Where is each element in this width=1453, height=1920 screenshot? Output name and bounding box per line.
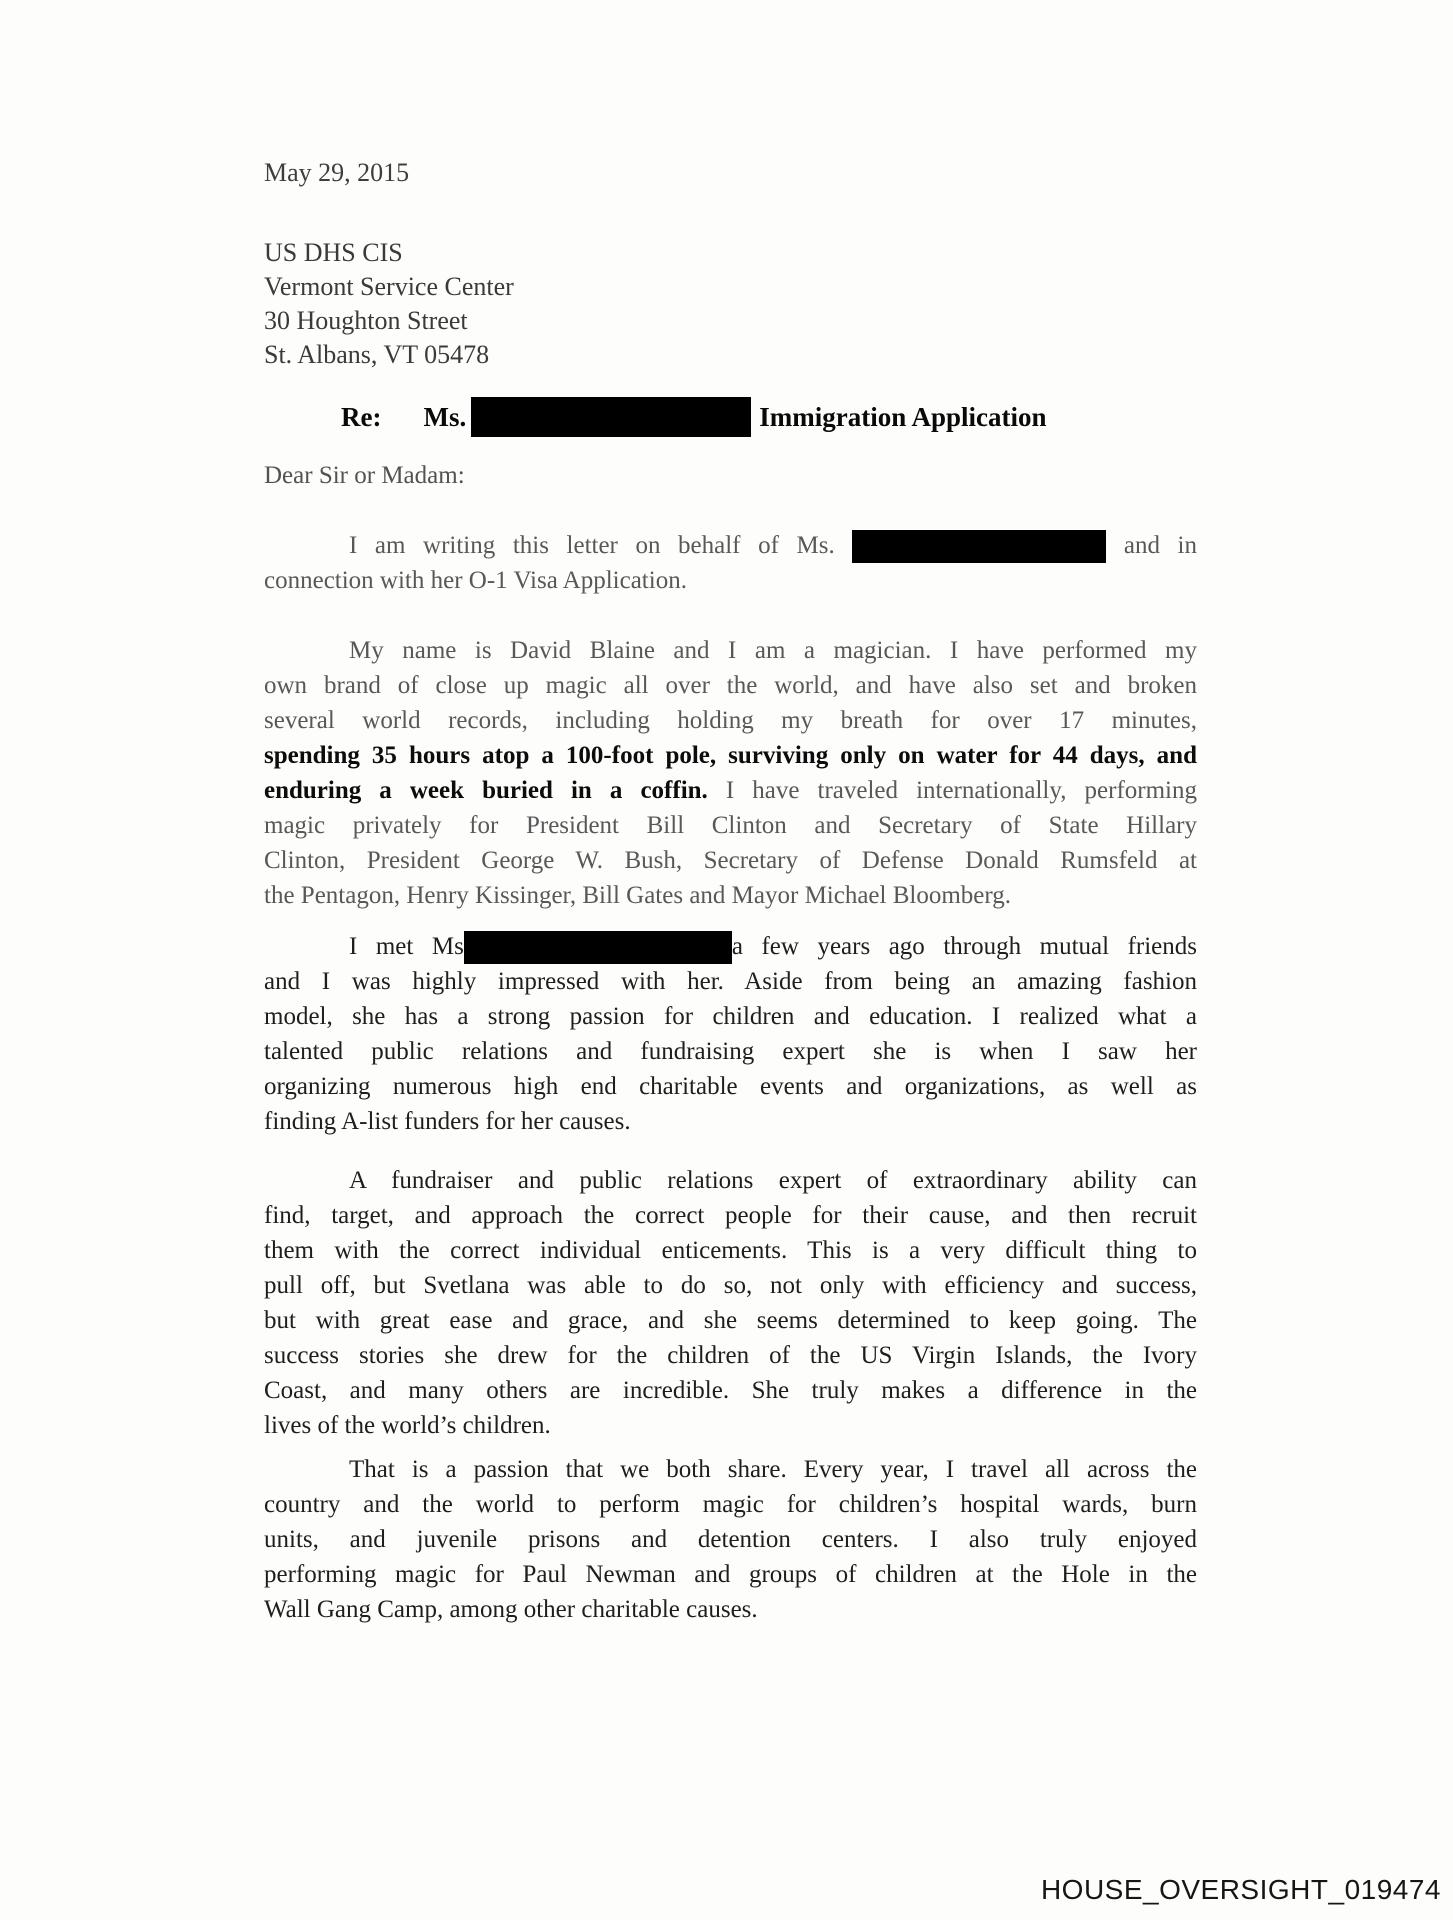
text-segment: finding A-list funders for her causes.: [264, 1108, 631, 1135]
recipient-line: US DHS CIS: [264, 238, 403, 267]
paragraph-line: [264, 1338, 1197, 1373]
paragraph-line: [264, 1487, 1197, 1522]
letter-date: May 29, 2015: [264, 158, 410, 187]
paragraph-line: [264, 1408, 1197, 1443]
text-segment: success stories she drew for the children of the US Virgin Islands, the Ivory: [264, 1342, 1197, 1369]
redaction-box: [852, 530, 1106, 563]
paragraph-line: [264, 808, 1197, 843]
letter-paragraph: [264, 528, 1197, 598]
bates-number: HOUSE_OVERSIGHT_019474: [1040, 1874, 1441, 1905]
text-segment: My name is David Blaine and I am a magician. I have performed my: [349, 637, 1197, 664]
text-segment: them with the correct individual enticements. This is a very difficult thing to: [264, 1237, 1197, 1264]
text-segment: the Pentagon, Henry Kissinger, Bill Gates and Mayor Michael Bloomberg.: [264, 882, 1012, 909]
paragraph-line: [264, 1452, 1197, 1487]
subject-re-label: Re:: [341, 401, 382, 432]
letter-paragraph: [264, 1452, 1197, 1627]
text-segment: I met Ms: [349, 933, 464, 960]
letter-paragraph: [264, 633, 1197, 913]
text-segment: find, target, and approach the correct people for their cause, and then recruit: [264, 1202, 1197, 1229]
paragraph-line: [264, 1163, 1197, 1198]
text-segment: I am writing this letter on behalf of Ms.: [349, 532, 853, 559]
text-segment: lives of the world’s children.: [264, 1412, 551, 1439]
paragraph-line: [264, 843, 1197, 878]
letter-paragraph: [264, 929, 1197, 1139]
subject-suffix: Immigration Application: [759, 401, 1047, 432]
paragraph-line: [264, 1268, 1197, 1303]
paragraph-line: [264, 773, 1197, 808]
letter-body: [264, 0, 1197, 1920]
letter-paragraph: [264, 1163, 1197, 1443]
text-segment: magic privately for President Bill Clinton and Secretary of State Hillary: [264, 812, 1197, 839]
bold-text-segment: spending 35 hours atop a 100-foot pole, surviving only on water for 44 days, and: [264, 742, 1197, 769]
text-segment: model, she has a strong passion for children and education. I realized what a: [264, 1003, 1197, 1030]
redaction-box: [471, 397, 751, 437]
text-segment: a few years ago through mutual friends: [731, 933, 1197, 960]
paragraph-line: [264, 738, 1197, 773]
paragraph-line: [264, 1233, 1197, 1268]
text-segment: units, and juvenile prisons and detention centers. I also truly enjoyed: [264, 1526, 1197, 1553]
paragraph-line: [264, 1069, 1197, 1104]
paragraph-line: [264, 1303, 1197, 1338]
recipient-line: 30 Houghton Street: [264, 306, 468, 335]
text-segment: organizing numerous high end charitable events and organizations, as well as: [264, 1073, 1197, 1100]
text-segment: Wall Gang Camp, among other charitable causes.: [264, 1596, 758, 1623]
paragraph-line: [264, 878, 1197, 913]
paragraph-line: [264, 929, 1197, 964]
text-segment: Clinton, President George W. Bush, Secretary of Defense Donald Rumsfeld at: [264, 847, 1197, 874]
paragraph-line: [264, 1034, 1197, 1069]
redaction-box: [464, 931, 732, 964]
text-segment: That is a passion that we both share. Every year, I travel all across the: [349, 1456, 1197, 1483]
paragraph-line: [264, 1557, 1197, 1592]
paragraph-line: [264, 964, 1197, 999]
text-segment: Coast, and many others are incredible. She truly makes a difference in the: [264, 1377, 1197, 1404]
paragraph-line: [264, 633, 1197, 668]
recipient-address: [264, 236, 1197, 372]
paragraph-line: [264, 668, 1197, 703]
text-segment: several world records, including holding my breath for over 17 minutes,: [264, 707, 1197, 734]
text-segment: but with great ease and grace, and she seems determined to keep going. The: [264, 1307, 1197, 1334]
text-segment: and in: [1106, 532, 1197, 559]
text-segment: own brand of close up magic all over the world, and have also set and broken: [264, 672, 1197, 699]
salutation: Dear Sir or Madam:: [264, 462, 465, 489]
subject-name-prefix: Ms.: [423, 401, 467, 432]
paragraph-line: [264, 999, 1197, 1034]
paragraph-line: [264, 1373, 1197, 1408]
paragraph-line: [264, 1592, 1197, 1627]
text-segment: A fundraiser and public relations expert of extraordinary ability can: [349, 1167, 1197, 1194]
paragraph-line: [264, 528, 1197, 563]
text-segment: talented public relations and fundraising expert she is when I saw her: [264, 1038, 1197, 1065]
text-segment: and I was highly impressed with her. Aside from being an amazing fashion: [264, 968, 1197, 995]
subject-line: [264, 396, 1274, 438]
text-segment: connection with her O-1 Visa Application.: [264, 567, 687, 594]
text-segment: pull off, but Svetlana was able to do so, not only with efficiency and success,: [264, 1272, 1197, 1299]
text-segment: I have traveled internationally, performing: [707, 777, 1197, 804]
recipient-line: Vermont Service Center: [264, 272, 514, 301]
paragraph-line: [264, 563, 1197, 598]
bold-text-segment: enduring a week buried in a coffin.: [264, 777, 708, 804]
paragraph-line: [264, 1522, 1197, 1557]
paragraph-line: [264, 1198, 1197, 1233]
text-segment: performing magic for Paul Newman and groups of children at the Hole in the: [264, 1561, 1197, 1588]
recipient-line: St. Albans, VT 05478: [264, 340, 490, 369]
paragraph-line: [264, 1104, 1197, 1139]
text-segment: country and the world to perform magic for children’s hospital wards, burn: [264, 1491, 1197, 1518]
paragraph-line: [264, 703, 1197, 738]
